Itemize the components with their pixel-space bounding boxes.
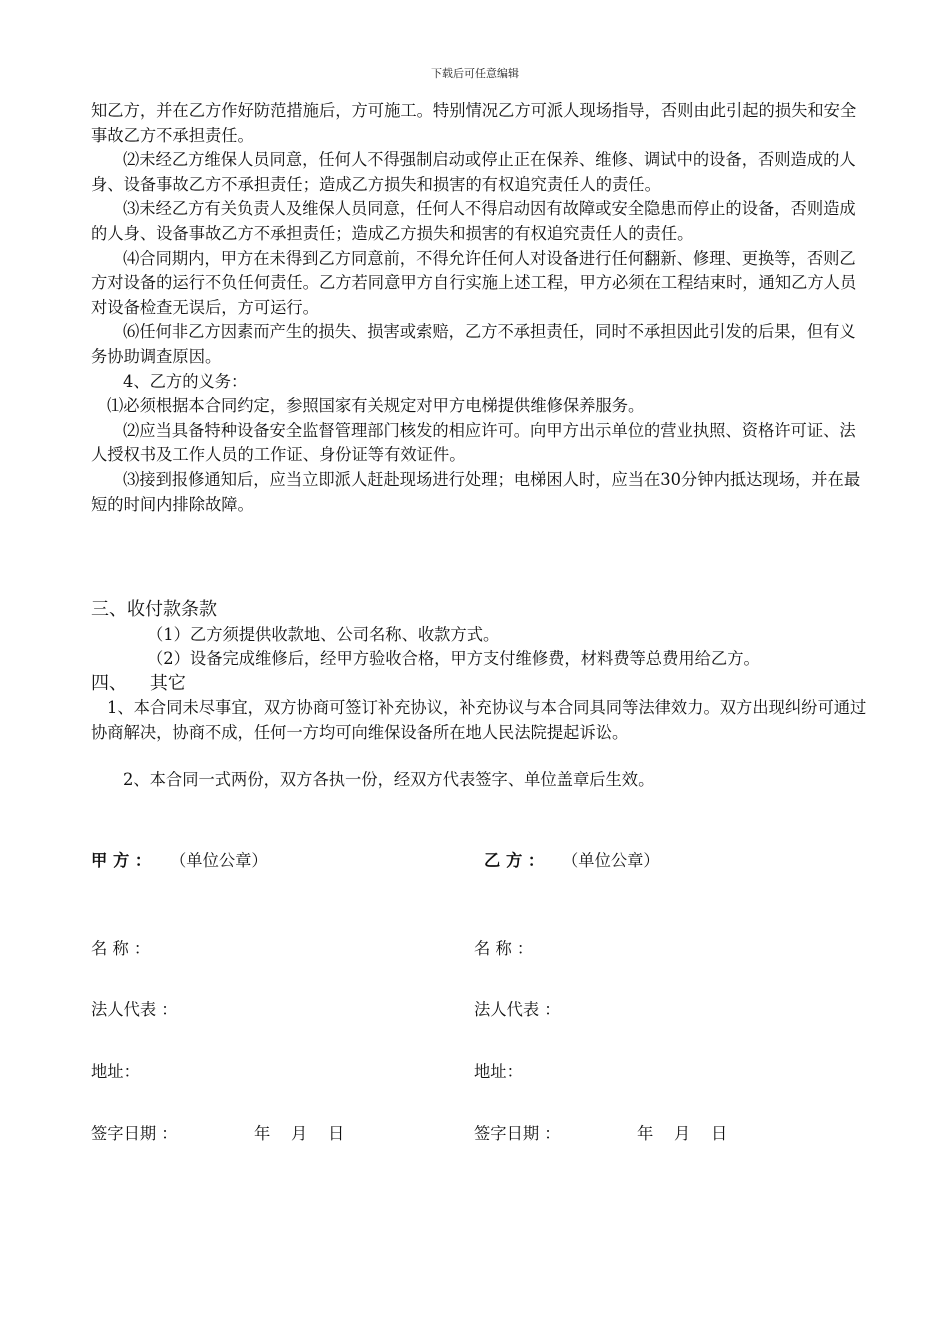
subheading-party-b-obligations: 4、乙方的义务： [123,371,248,391]
party-b-rep-label: 法人代表 ： [474,1000,561,1019]
party-a-address-label: 地址： [91,1062,140,1081]
party-a-name-label: 名 称 ： [91,939,151,958]
paragraph-clause-2: ⑵未经乙方维保人员同意，任何人不得强制启动或停止正在保养、维修、调试中的设备，否则造成的人身、设备事故乙方不承担责任；造成乙方损失和损害的有权追究责任人的责任。 [91,150,856,194]
payment-item-2: （2）设备完成维修后，经甲方验收合格，甲方支付维修费，材料费等总费用给乙方。 [147,649,760,669]
section-4-title: 四、 其它 [91,672,186,694]
party-b-name-label: 名 称 ： [474,939,534,958]
paragraph-continued: 知乙方，并在乙方作好防范措施后，方可施工。特别情况乙方可派人现场指导，否则由此引起的损失和安全事故乙方不承担责任。 [91,101,857,145]
paragraph-obligation-1: ⑴必须根据本合同约定，参照国家有关规定对甲方电梯提供维修保养服务。 [107,396,645,416]
section-3-title: 三、收付款条款 [91,599,217,620]
party-a-date-label: 签字日期 ： [91,1124,178,1143]
paragraph-obligation-3: ⑶接到报修通知后，应当立即派人赶赴现场进行处理；电梯困人时，应当在30分钟内抵达现场，并在最短的时间内排除故障。 [91,469,861,514]
paragraph-clause-6: ⑹任何非乙方因素而产生的损失、损害或索赔，乙方不承担责任，同时不承担因此引发的后果，但有义务协助调查原因。 [91,322,856,366]
paragraph-clause-4: ⑷合同期内，甲方在未得到乙方同意前，不得允许任何人对设备进行任何翻新、修理、更换等，否则乙方对设备的运行不负任何责任。乙方若同意甲方自行实施上述工程，甲方必须在工程结束时，通知乙方人员对设备检查无误后，方可运行。 [91,248,857,317]
paragraph-clause-3: ⑶未经乙方有关负责人及维保人员同意，任何人不得启动因有故障或安全隐患而停止的设备，否则造成的人身、设备事故乙方不承担责任；造成乙方损失和损害的有权追究责任人的责任。 [91,199,856,243]
party-b-address-label: 地址： [474,1062,523,1081]
party-b-label: 乙 方 ： [484,851,545,870]
other-item-2: 2、本合同一式两份，双方各执一份，经双方代表签字、单位盖章后生效。 [123,769,655,789]
party-a-rep-label: 法人代表 ： [91,1000,178,1019]
party-a-seal: （单位公章） [170,851,268,870]
party-a-date-format: 年 月 日 [254,1124,345,1143]
party-b-seal: （单位公章） [562,851,660,870]
contract-body [91,99,871,517]
section-payment [91,598,871,792]
payment-item-1: （1）乙方须提供收款地、公司名称、收款方式。 [147,624,500,644]
other-item-1: 1、本合同未尽事宜，双方协商可签订补充协议，补充协议与本合同具同等法律效力。双方出现纠纷可通过协商解决，协商不成，任何一方均可向维保设备所在地人民法院提起诉讼。 [91,698,867,742]
party-a-label: 甲 方 ： [91,851,152,870]
party-b-date-format: 年 月 日 [637,1124,728,1143]
party-b-date-label: 签字日期 ： [474,1124,561,1143]
paragraph-obligation-2: ⑵应当具备特种设备安全监督管理部门核发的相应许可。向甲方出示单位的营业执照、资格许可证、法人授权书及工作人员的工作证、身份证等有效证件。 [91,420,856,465]
page-header-note: 下载后可任意编辑 [431,67,519,80]
